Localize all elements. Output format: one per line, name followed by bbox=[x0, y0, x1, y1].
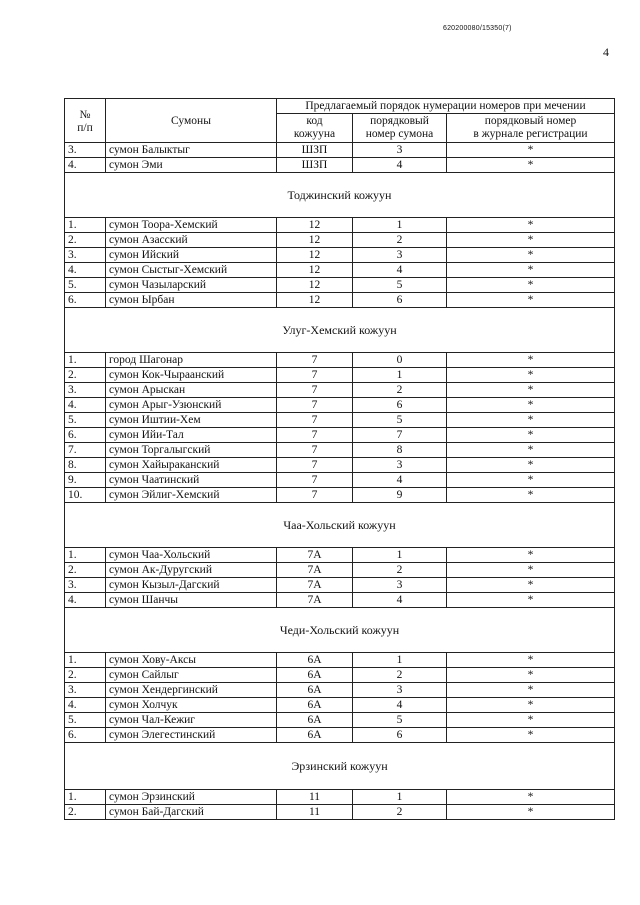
table-row bbox=[65, 278, 615, 293]
table-row bbox=[65, 473, 615, 488]
document-id: 620200080/15350(7) bbox=[443, 25, 512, 32]
row-number: 3. bbox=[65, 383, 106, 398]
row-number: 8. bbox=[65, 458, 106, 473]
sumon-ordinal: 4 bbox=[353, 263, 447, 278]
kozhuun-code: 7 bbox=[277, 443, 353, 458]
sumon-name: сумон Азасский bbox=[106, 233, 277, 248]
sumon-ordinal: 3 bbox=[353, 458, 447, 473]
journal-mark: * bbox=[447, 398, 615, 413]
table-row bbox=[65, 790, 615, 805]
sumon-name: сумон Сайлыг bbox=[106, 668, 277, 683]
kozhuun-code: 12 bbox=[277, 263, 353, 278]
region-header-row bbox=[65, 743, 615, 790]
table-row bbox=[65, 158, 615, 173]
row-number: 5. bbox=[65, 713, 106, 728]
sumon-ordinal: 5 bbox=[353, 413, 447, 428]
sumon-name: сумон Ырбан bbox=[106, 293, 277, 308]
sumon-name: сумон Кок-Чыраанский bbox=[106, 368, 277, 383]
table-row bbox=[65, 548, 615, 563]
row-number: 1. bbox=[65, 790, 106, 805]
sumon-ordinal: 4 bbox=[353, 473, 447, 488]
journal-mark: * bbox=[447, 293, 615, 308]
kozhuun-code: 11 bbox=[277, 805, 353, 820]
journal-mark: * bbox=[447, 248, 615, 263]
table-row bbox=[65, 218, 615, 233]
journal-mark: * bbox=[447, 383, 615, 398]
table-row bbox=[65, 293, 615, 308]
sumon-ordinal: 9 bbox=[353, 488, 447, 503]
sumon-name: сумон Ийи-Тал bbox=[106, 428, 277, 443]
row-number: 2. bbox=[65, 368, 106, 383]
sumon-name: сумон Ак-Дуругский bbox=[106, 563, 277, 578]
journal-mark: * bbox=[447, 805, 615, 820]
region-title: Улуг-Хемский кожуун bbox=[65, 308, 615, 353]
row-number: 4. bbox=[65, 158, 106, 173]
journal-mark: * bbox=[447, 413, 615, 428]
table-row bbox=[65, 398, 615, 413]
journal-mark: * bbox=[447, 578, 615, 593]
table-row bbox=[65, 668, 615, 683]
journal-mark: * bbox=[447, 443, 615, 458]
sumon-ordinal: 1 bbox=[353, 653, 447, 668]
sumon-ordinal: 4 bbox=[353, 158, 447, 173]
row-number: 10. bbox=[65, 488, 106, 503]
sumon-ordinal: 2 bbox=[353, 383, 447, 398]
sumon-ordinal: 3 bbox=[353, 578, 447, 593]
journal-mark: * bbox=[447, 548, 615, 563]
table-row bbox=[65, 698, 615, 713]
sumon-name: сумон Сыстыг-Хемский bbox=[106, 263, 277, 278]
row-number: 1. bbox=[65, 653, 106, 668]
sumon-ordinal: 4 bbox=[353, 593, 447, 608]
sumon-ordinal: 1 bbox=[353, 218, 447, 233]
journal-mark: * bbox=[447, 263, 615, 278]
kozhuun-code: 6А bbox=[277, 698, 353, 713]
journal-mark: * bbox=[447, 668, 615, 683]
kozhuun-code: 11 bbox=[277, 790, 353, 805]
kozhuun-code: 6А bbox=[277, 668, 353, 683]
sumon-ordinal: 3 bbox=[353, 683, 447, 698]
sumon-ordinal: 0 bbox=[353, 353, 447, 368]
sumon-ordinal: 8 bbox=[353, 443, 447, 458]
table-row bbox=[65, 805, 615, 820]
header-journal: порядковый номер в журнале регистрации bbox=[447, 114, 615, 143]
region-header-row bbox=[65, 308, 615, 353]
sumon-ordinal: 1 bbox=[353, 548, 447, 563]
row-number: 1. bbox=[65, 548, 106, 563]
row-number: 3. bbox=[65, 683, 106, 698]
table-row bbox=[65, 233, 615, 248]
table-row bbox=[65, 263, 615, 278]
table-header-row-1 bbox=[65, 99, 615, 114]
journal-mark: * bbox=[447, 143, 615, 158]
sumon-ordinal: 2 bbox=[353, 233, 447, 248]
row-number: 2. bbox=[65, 233, 106, 248]
sumon-name: сумон Хову-Аксы bbox=[106, 653, 277, 668]
journal-mark: * bbox=[447, 458, 615, 473]
sumon-name: сумон Холчук bbox=[106, 698, 277, 713]
row-number: 6. bbox=[65, 293, 106, 308]
sumon-name: сумон Ийский bbox=[106, 248, 277, 263]
table-row bbox=[65, 458, 615, 473]
sumon-name: сумон Кызыл-Дагский bbox=[106, 578, 277, 593]
row-number: 3. bbox=[65, 578, 106, 593]
row-number: 5. bbox=[65, 278, 106, 293]
table-row bbox=[65, 353, 615, 368]
sumon-ordinal: 6 bbox=[353, 398, 447, 413]
journal-mark: * bbox=[447, 563, 615, 578]
kozhuun-code: 12 bbox=[277, 278, 353, 293]
table-row bbox=[65, 383, 615, 398]
kozhuun-code: 12 bbox=[277, 233, 353, 248]
journal-mark: * bbox=[447, 278, 615, 293]
row-number: 2. bbox=[65, 805, 106, 820]
region-title: Чаа-Хольский кожуун bbox=[65, 503, 615, 548]
journal-mark: * bbox=[447, 593, 615, 608]
sumon-name: сумон Тоора-Хемский bbox=[106, 218, 277, 233]
journal-mark: * bbox=[447, 713, 615, 728]
table-row bbox=[65, 728, 615, 743]
kozhuun-code: 7 bbox=[277, 428, 353, 443]
row-number: 3. bbox=[65, 248, 106, 263]
table-row bbox=[65, 443, 615, 458]
row-number: 1. bbox=[65, 218, 106, 233]
kozhuun-code: 7 bbox=[277, 353, 353, 368]
table-row bbox=[65, 248, 615, 263]
row-number: 7. bbox=[65, 443, 106, 458]
sumon-ordinal: 5 bbox=[353, 278, 447, 293]
kozhuun-code: 6А bbox=[277, 653, 353, 668]
journal-mark: * bbox=[447, 698, 615, 713]
region-header-row bbox=[65, 503, 615, 548]
row-number: 2. bbox=[65, 563, 106, 578]
journal-mark: * bbox=[447, 353, 615, 368]
row-number: 3. bbox=[65, 143, 106, 158]
kozhuun-code: 6А bbox=[277, 728, 353, 743]
sumon-name: сумон Арыскан bbox=[106, 383, 277, 398]
kozhuun-code: 7 bbox=[277, 473, 353, 488]
kozhuun-code: 7А bbox=[277, 593, 353, 608]
table-row bbox=[65, 683, 615, 698]
kozhuun-code: 6А bbox=[277, 713, 353, 728]
header-num: № п/п bbox=[65, 99, 106, 143]
kozhuun-code: 12 bbox=[277, 293, 353, 308]
sumon-ordinal: 5 bbox=[353, 713, 447, 728]
kozhuun-code: 7 bbox=[277, 413, 353, 428]
sumon-name: сумон Торгалыгский bbox=[106, 443, 277, 458]
header-proposed-order: Предлагаемый порядок нумерации номеров при мечении bbox=[277, 99, 615, 114]
kozhuun-code: 7А bbox=[277, 578, 353, 593]
row-number: 2. bbox=[65, 668, 106, 683]
table-row bbox=[65, 563, 615, 578]
row-number: 5. bbox=[65, 413, 106, 428]
region-header-row bbox=[65, 173, 615, 218]
row-number: 6. bbox=[65, 728, 106, 743]
sumon-ordinal: 3 bbox=[353, 143, 447, 158]
sumon-name: сумон Элегестинский bbox=[106, 728, 277, 743]
sumon-ordinal: 7 bbox=[353, 428, 447, 443]
header-sumon: Сумоны bbox=[106, 99, 277, 143]
sumon-ordinal: 2 bbox=[353, 563, 447, 578]
row-number: 4. bbox=[65, 263, 106, 278]
sumon-ordinal: 2 bbox=[353, 668, 447, 683]
kozhuun-code: 7 bbox=[277, 458, 353, 473]
kozhuun-code: 7А bbox=[277, 548, 353, 563]
table-row bbox=[65, 653, 615, 668]
kozhuun-code: ШЗП bbox=[277, 158, 353, 173]
table-row bbox=[65, 713, 615, 728]
kozhuun-code: 7А bbox=[277, 563, 353, 578]
kozhuun-code: 7 bbox=[277, 368, 353, 383]
journal-mark: * bbox=[447, 233, 615, 248]
journal-mark: * bbox=[447, 428, 615, 443]
sumon-name: город Шагонар bbox=[106, 353, 277, 368]
journal-mark: * bbox=[447, 218, 615, 233]
sumon-ordinal: 6 bbox=[353, 293, 447, 308]
table-row bbox=[65, 428, 615, 443]
kozhuun-code: ШЗП bbox=[277, 143, 353, 158]
journal-mark: * bbox=[447, 158, 615, 173]
header-code: код кожууна bbox=[277, 114, 353, 143]
sumon-name: сумон Эрзинский bbox=[106, 790, 277, 805]
sumon-name: сумон Чаа-Хольский bbox=[106, 548, 277, 563]
table-row bbox=[65, 368, 615, 383]
journal-mark: * bbox=[447, 728, 615, 743]
row-number: 1. bbox=[65, 353, 106, 368]
sumon-ordinal: 1 bbox=[353, 790, 447, 805]
kozhuun-code: 7 bbox=[277, 398, 353, 413]
row-number: 4. bbox=[65, 698, 106, 713]
sumon-ordinal: 4 bbox=[353, 698, 447, 713]
kozhuun-code: 7 bbox=[277, 383, 353, 398]
table-row bbox=[65, 578, 615, 593]
sumon-name: сумон Эми bbox=[106, 158, 277, 173]
row-number: 9. bbox=[65, 473, 106, 488]
sumon-name: сумон Балыктыг bbox=[106, 143, 277, 158]
journal-mark: * bbox=[447, 473, 615, 488]
sumon-name: сумон Чаатинский bbox=[106, 473, 277, 488]
sumon-name: сумон Хендергинский bbox=[106, 683, 277, 698]
journal-mark: * bbox=[447, 368, 615, 383]
sumon-name: сумон Чазыларский bbox=[106, 278, 277, 293]
sumon-name: сумон Арыг-Узюнский bbox=[106, 398, 277, 413]
journal-mark: * bbox=[447, 683, 615, 698]
region-title: Чеди-Хольский кожуун bbox=[65, 608, 615, 653]
kozhuun-code: 6А bbox=[277, 683, 353, 698]
sumon-ordinal: 1 bbox=[353, 368, 447, 383]
region-title: Тоджинский кожуун bbox=[65, 173, 615, 218]
kozhuun-code: 7 bbox=[277, 488, 353, 503]
sumon-name: сумон Хайыраканский bbox=[106, 458, 277, 473]
sumon-name: сумон Бай-Дагский bbox=[106, 805, 277, 820]
journal-mark: * bbox=[447, 488, 615, 503]
row-number: 4. bbox=[65, 593, 106, 608]
sumon-ordinal: 2 bbox=[353, 805, 447, 820]
journal-mark: * bbox=[447, 653, 615, 668]
header-ordinal: порядковый номер сумона bbox=[353, 114, 447, 143]
row-number: 6. bbox=[65, 428, 106, 443]
table-row bbox=[65, 143, 615, 158]
kozhuun-code: 12 bbox=[277, 218, 353, 233]
row-number: 4. bbox=[65, 398, 106, 413]
region-title: Эрзинский кожуун bbox=[65, 743, 615, 790]
page-number: 4 bbox=[603, 45, 609, 59]
table-row bbox=[65, 413, 615, 428]
sumon-name: сумон Чал-Кежиг bbox=[106, 713, 277, 728]
kozhuun-code: 12 bbox=[277, 248, 353, 263]
journal-mark: * bbox=[447, 790, 615, 805]
sumon-ordinal: 3 bbox=[353, 248, 447, 263]
sumon-name: сумон Шанчы bbox=[106, 593, 277, 608]
sumon-name: сумон Эйлиг-Хемский bbox=[106, 488, 277, 503]
region-header-row bbox=[65, 608, 615, 653]
table-row bbox=[65, 488, 615, 503]
sumon-ordinal: 6 bbox=[353, 728, 447, 743]
table-row bbox=[65, 593, 615, 608]
numbering-table bbox=[64, 98, 615, 820]
sumon-name: сумон Иштии-Хем bbox=[106, 413, 277, 428]
